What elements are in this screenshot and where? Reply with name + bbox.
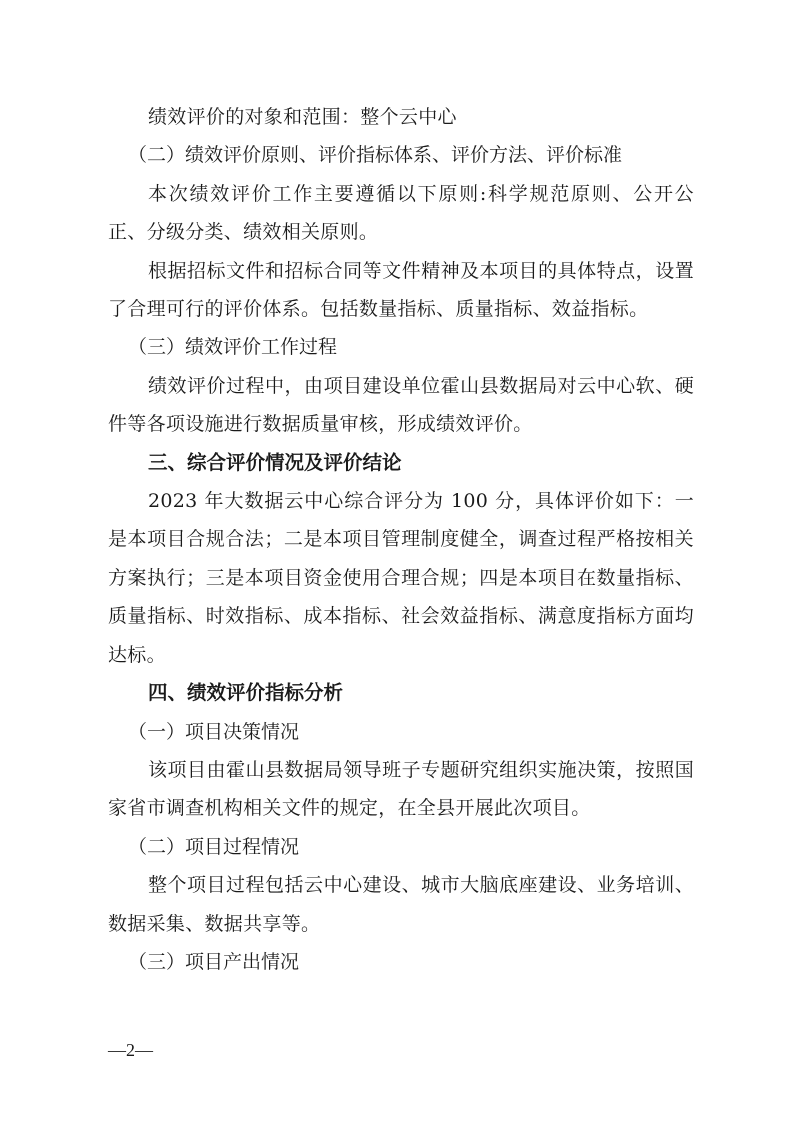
subheading-evaluation-principles: （二）绩效评价原则、评价指标体系、评价方法、评价标准 (128, 144, 623, 167)
paragraph-principles: 本次绩效评价工作主要遵循以下原则:科学规范原则、公开公正、分级分类、绩效相关原则。 (108, 182, 694, 244)
subheading-evaluation-process: （三）绩效评价工作过程 (128, 336, 338, 359)
document-body (108, 98, 694, 981)
subheading-project-output: （三）项目产出情况 (128, 950, 300, 973)
paragraph-project-process: 整个项目过程包括云中心建设、城市大脑底座建设、业务培训、数据采集、数据共享等。 (108, 874, 694, 935)
heading-indicator-analysis: 四、绩效评价指标分析 (148, 681, 344, 705)
paragraph-overall-score: 2023 年大数据云中心综合评分为 100 分，具体评价如下：一是本项目合规合法；二是本项目管理制度健全，调查过程严格按相关方案执行；三是本项目资金使用合理合规；四是本项目在数量指标、质量指标、时效指标、成本指标、社会效益指标、满意度指标方面均达标。 (108, 490, 694, 666)
subheading-project-decision: （一）项目决策情况 (128, 720, 300, 743)
paragraph-evaluation-system: 根据招标文件和招标合同等文件精神及本项目的具体特点，设置了合理可行的评价体系。包括数量指标、质量指标、效益指标。 (108, 259, 694, 321)
subheading-project-process: （二）项目过程情况 (128, 835, 300, 858)
heading-overall-evaluation: 三、综合评价情况及评价结论 (148, 450, 402, 474)
paragraph-evaluation-process: 绩效评价过程中，由项目建设单位霍山县数据局对云中心软、硬件等各项设施进行数据质量审核，形成绩效评价。 (108, 374, 694, 436)
paragraph-project-decision: 该项目由霍山县数据局领导班子专题研究组织实施决策，按照国家省市调查机构相关文件的规定，在全县开展此次项目。 (108, 758, 694, 820)
paragraph-evaluation-scope: 绩效评价的对象和范围：整个云中心 (148, 106, 457, 128)
page-number: —2— (108, 1040, 153, 1060)
